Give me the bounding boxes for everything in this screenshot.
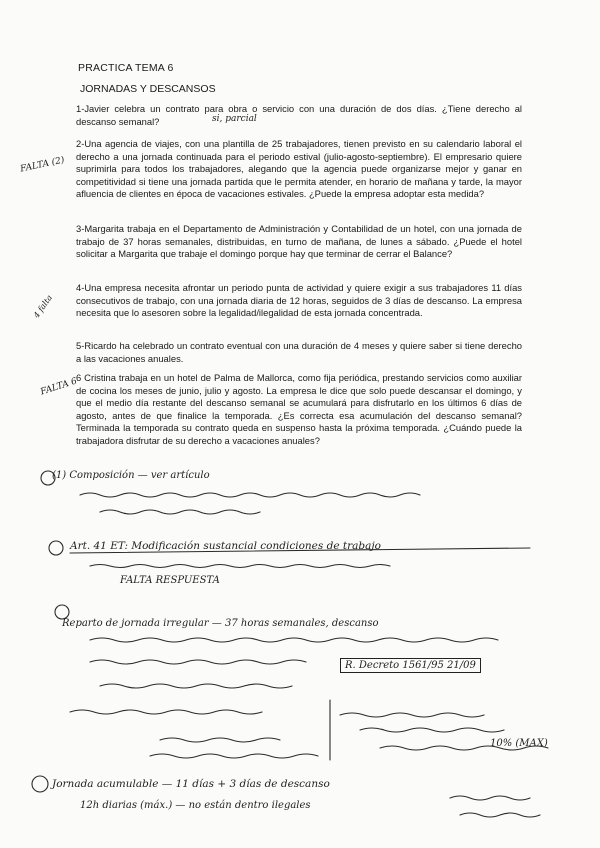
question-2: 2-Una agencia de viajes, con una plantilla de 25 trabajadores, tienen previsto en su calendario laboral el derecho a una jornada continuada para el periodo estival (julio-agosto-septiembre). El empresario quiere suprimirla para todos los trabajadores, alegando que la agencia puede organizarse mejor y ganar en competitividad si tiene una jornada partida que le permita atender, en horario de mañana y tarde, la mayor afluencia de clientes en época de vacaciones estivales. ¿Puede la empresa adoptar esta medida?	[76, 138, 522, 200]
page-title: PRACTICA TEMA 6	[78, 62, 174, 74]
question-6: 6 Cristina trabaja en un hotel de Palma de Mallorca, como fija periódica, prestando servicios como auxiliar de cocina los meses de junio, julio y agosto. La empresa le dice que solo puede descansar el domingo, y que el medio día restante del descanso semanal se acumulará para disfrutarlo en los últimos 6 días de agosto, antes de que finalice la temporada. ¿Es correcta esa acumulación del descanso semanal? Terminada la temporada su contrato queda en suspenso hasta la próxima temporada. ¿Cuándo puede la trabajadora disfrutar de su derecho a vacaciones anuales?	[76, 372, 522, 446]
note-2-line-2: FALTA RESPUESTA	[120, 575, 220, 586]
page-subtitle: JORNADAS Y DESCANSOS	[80, 83, 216, 95]
question-3: 3-Margarita trabaja en el Departamento de Administración y Contabilidad de un hotel, con una jornada de trabajo de 37 horas semanales, distribuidas, en turno de mañana, de lunes a sábado. ¿Puede el hotel solicitar a Margarita que trabaje el domingo porque hay que terminar de cerrar el Balance?	[76, 223, 522, 260]
note-3-box: R. Decreto 1561/95 21/09	[340, 658, 481, 673]
note-3-line-1: Reparto de jornada irregular — 37 horas semanales, descanso	[62, 618, 379, 629]
q1-handwritten-answer: si, parcial	[212, 114, 257, 124]
note-4-max: 10% (MAX)	[490, 738, 548, 749]
margin-note-q4: 4 falta	[31, 293, 55, 320]
question-1: 1-Javier celebra un contrato para obra o servicio con una duración de dos días. ¿Tiene derecho al descanso semanal?	[76, 103, 522, 127]
margin-note-q2: FALTA (2)	[19, 155, 66, 175]
margin-note-q6: FALTA 6	[39, 376, 79, 398]
question-4: 4-Una empresa necesita afrontar un periodo punta de actividad y quiere exigir a sus trabajadores 11 días consecutivos de trabajo, con una jornada diaria de 12 horas, seguidos de 3 días de descanso. La empresa necesita que lo asesoren sobre la legalidad/ilegalidad de esta jornada concentrada.	[76, 282, 522, 319]
note-1: (1) Composición — ver artículo	[52, 470, 210, 481]
note-2-line-1: Art. 41 ET: Modificación sustancial condiciones de trabajo	[70, 540, 381, 552]
question-5: 5-Ricardo ha celebrado un contrato eventual con una duración de 4 meses y quiere saber si tiene derecho a las vacaciones anuales.	[76, 340, 522, 364]
note-4-line-2: 12h diarias (máx.) — no están dentro ilegales	[80, 800, 311, 811]
note-4-line-1: Jornada acumulable — 11 días + 3 días de descanso	[52, 778, 330, 790]
